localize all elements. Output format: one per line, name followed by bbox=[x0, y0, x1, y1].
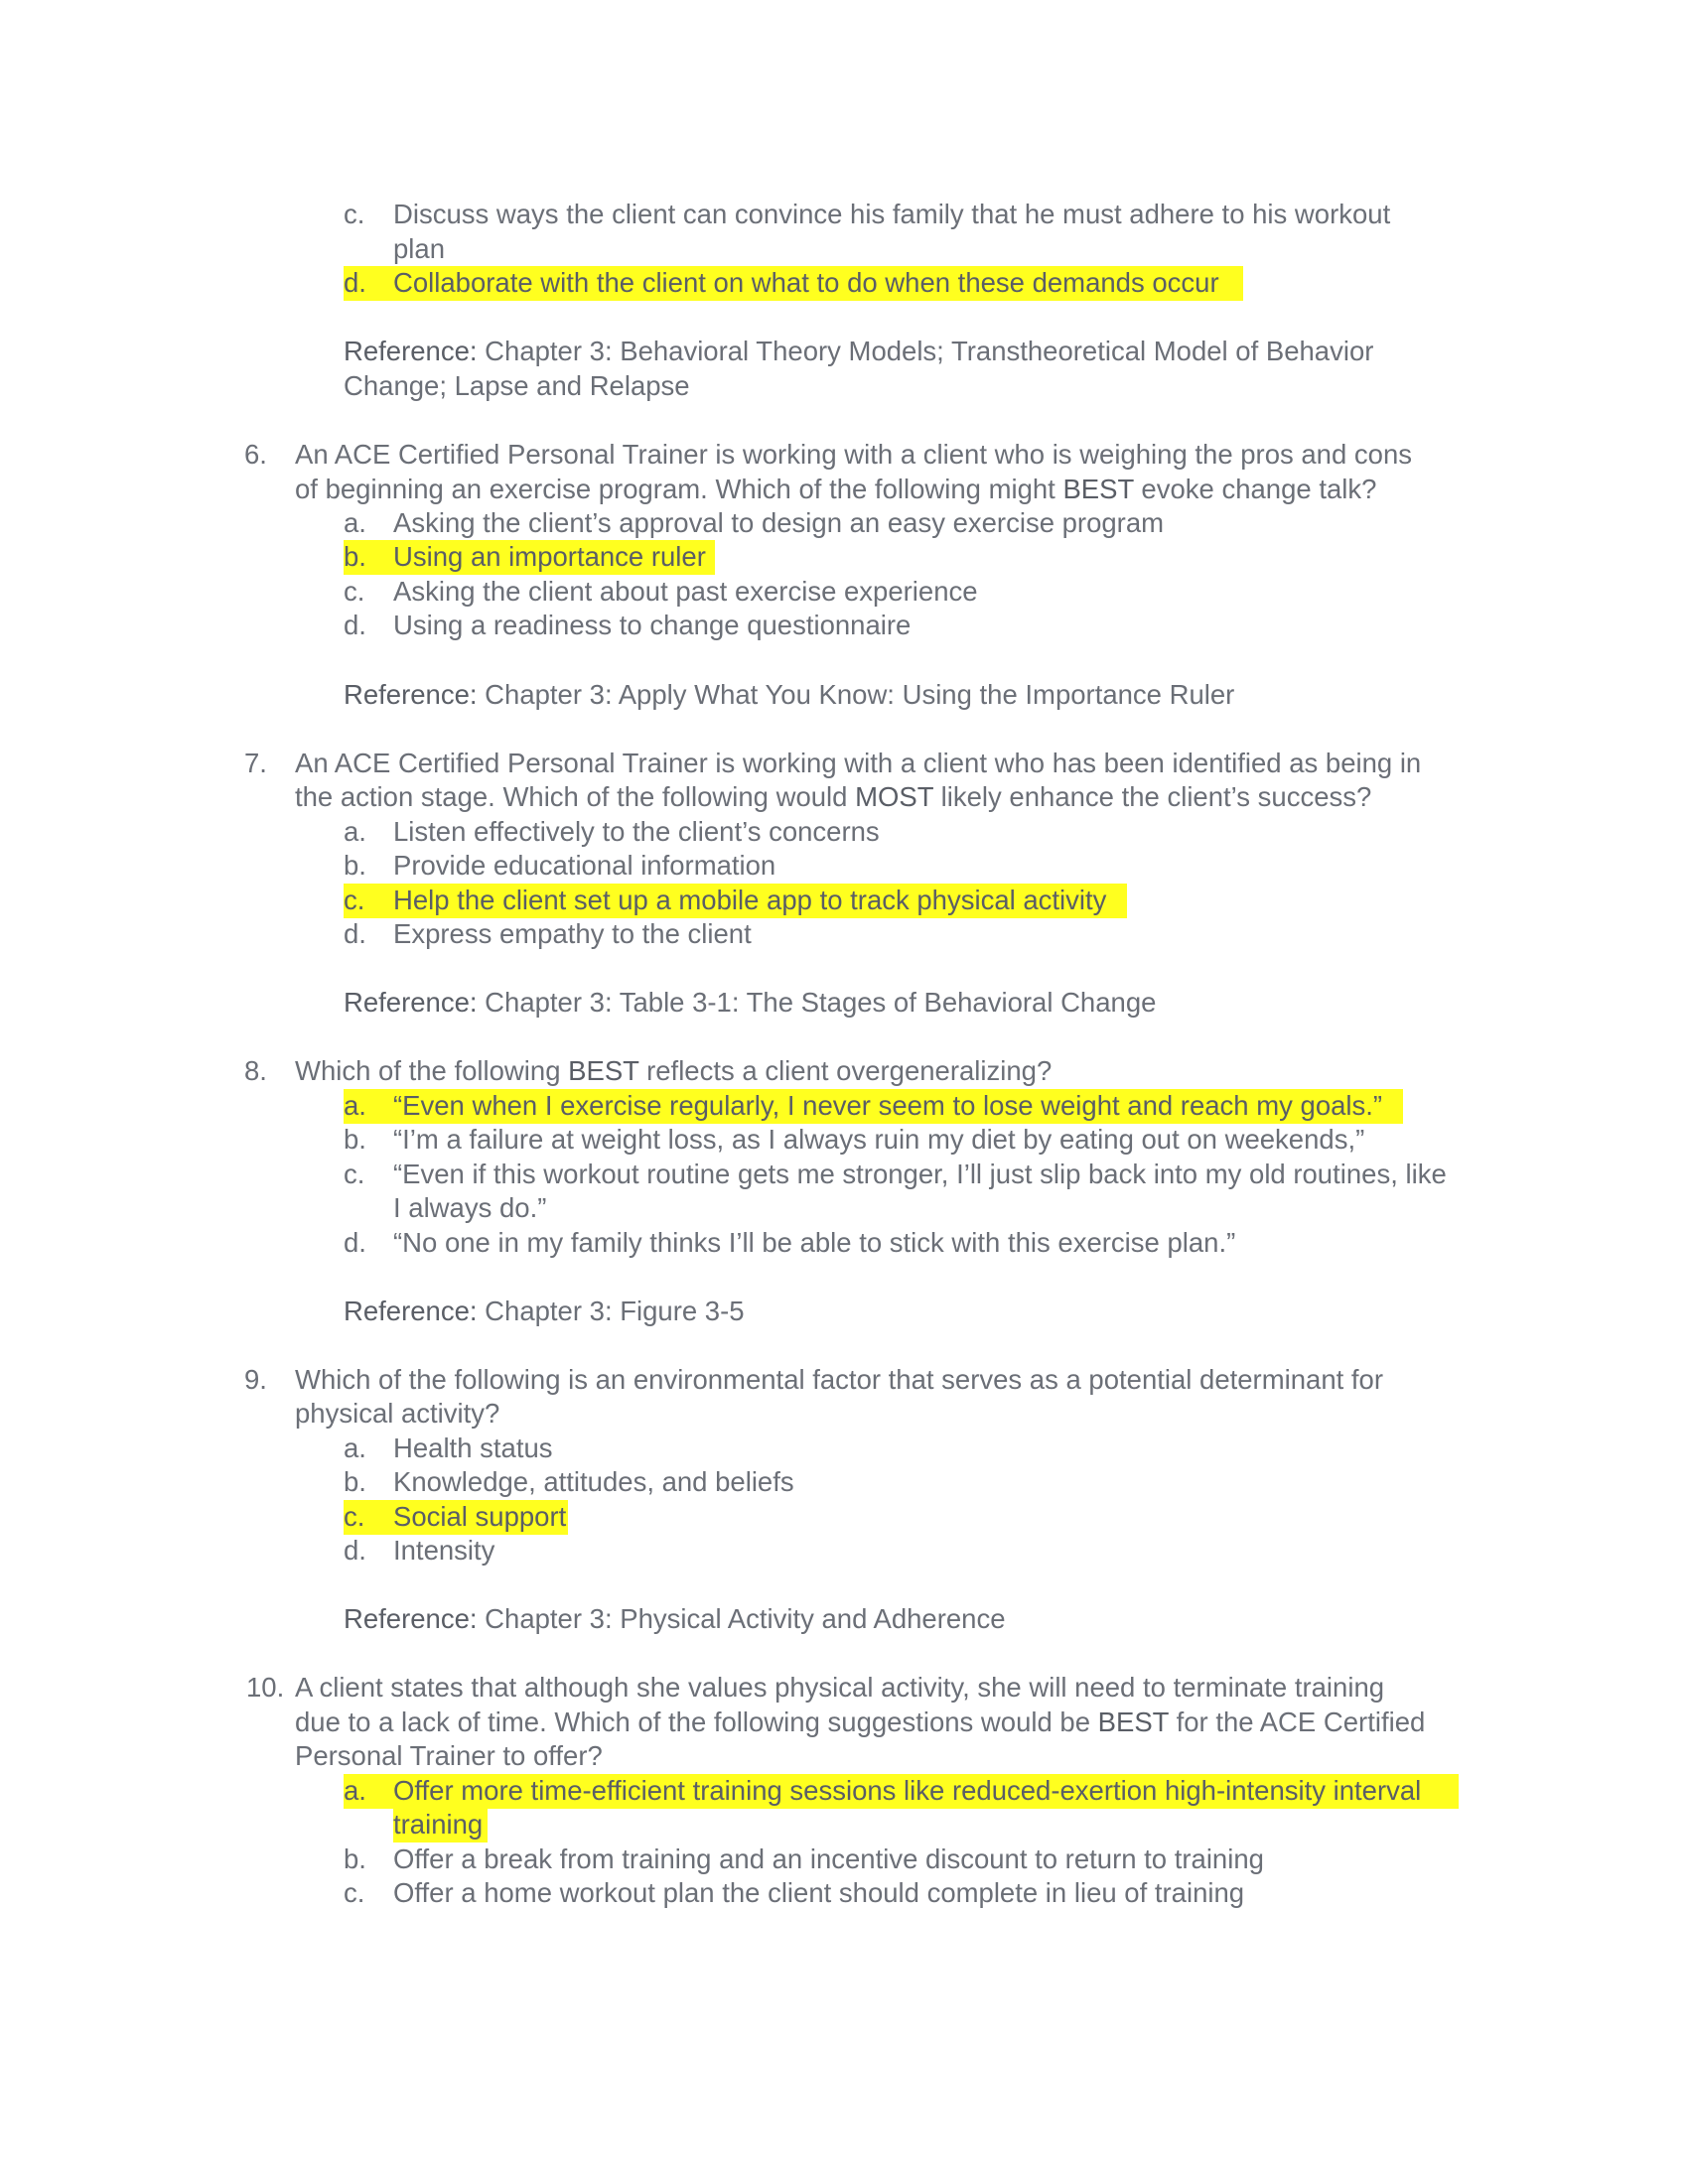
q6-reference bbox=[0, 678, 1688, 713]
option-letter: c. bbox=[344, 576, 365, 607]
option-text: Provide educational information bbox=[393, 850, 776, 881]
option-text: Asking the client’s approval to design an easy exercise program bbox=[393, 507, 1165, 538]
question-stem: Which of the following is an environmental factor that serves as a potential determinant for bbox=[295, 1364, 1383, 1395]
option-text: Offer more time-efficient training sessions like reduced-exertion high-intensity interval bbox=[393, 1775, 1422, 1806]
q10-option-c bbox=[0, 1876, 1688, 1911]
q7-stem-line2 bbox=[0, 780, 1688, 815]
reference-label: Reference: bbox=[344, 987, 478, 1018]
q5-reference-line1 bbox=[0, 335, 1688, 369]
option-text: Express empathy to the client bbox=[393, 918, 752, 949]
option-text: “No one in my family thinks I’ll be able to stick with this exercise plan.” bbox=[393, 1227, 1236, 1258]
q9-option-d bbox=[0, 1534, 1688, 1569]
q8-reference bbox=[0, 1295, 1688, 1329]
stem-part: for the ACE Certified bbox=[1168, 1706, 1426, 1737]
question-number: 6. bbox=[244, 439, 267, 470]
option-letter: a. bbox=[344, 1433, 366, 1463]
option-letter: d. bbox=[344, 1227, 366, 1258]
option-text: “I’m a failure at weight loss, as I always ruin my diet by eating out on weekends,” bbox=[393, 1124, 1365, 1155]
stem-part: the action stage. Which of the following would bbox=[295, 781, 856, 812]
q9-stem-line1 bbox=[0, 1363, 1688, 1398]
q5-option-c-line2 bbox=[0, 232, 1688, 267]
reference-text: Chapter 3: Physical Activity and Adherence bbox=[485, 1603, 1006, 1634]
q6-option-c bbox=[0, 575, 1688, 610]
reference-text: Chapter 3: Apply What You Know: Using the Importance Ruler bbox=[485, 679, 1235, 710]
reference-text: Chapter 3: Table 3-1: The Stages of Behavioral Change bbox=[485, 987, 1157, 1018]
q8-option-c-line1 bbox=[0, 1158, 1688, 1192]
q6-option-d bbox=[0, 609, 1688, 643]
option-text: Health status bbox=[393, 1433, 553, 1463]
option-text: Knowledge, attitudes, and beliefs bbox=[393, 1466, 794, 1497]
q7-option-d bbox=[0, 917, 1688, 952]
option-text: Collaborate with the client on what to do when these demands occur bbox=[393, 267, 1219, 298]
option-text: Using a readiness to change questionnaire bbox=[393, 610, 912, 640]
q9-reference bbox=[0, 1602, 1688, 1637]
option-text: “Even when I exercise regularly, I never seem to lose weight and reach my goals.” bbox=[393, 1090, 1383, 1121]
option-letter: c. bbox=[344, 885, 365, 915]
q9-option-c-correct bbox=[0, 1500, 1688, 1535]
q5-option-d-correct bbox=[0, 266, 1688, 301]
q9-stem-line2 bbox=[0, 1397, 1688, 1432]
q10-stem-line2 bbox=[0, 1706, 1688, 1740]
option-text: training bbox=[393, 1809, 484, 1840]
q7-stem-line1 bbox=[0, 747, 1688, 781]
option-text: “Even if this workout routine gets me stronger, I’ll just slip back into my old routines, like bbox=[393, 1159, 1447, 1189]
option-letter: b. bbox=[344, 1843, 366, 1874]
question-stem: A client states that although she values physical activity, she will need to terminate training bbox=[295, 1672, 1385, 1703]
q6-option-b-correct bbox=[0, 540, 1688, 575]
stem-part: likely enhance the client’s success? bbox=[933, 781, 1372, 812]
question-stem: Personal Trainer to offer? bbox=[295, 1740, 603, 1771]
stem-part: reflects a client overgeneralizing? bbox=[638, 1055, 1053, 1086]
q8-stem bbox=[0, 1054, 1688, 1089]
option-text: Discuss ways the client can convince his family that he must adhere to his workout bbox=[393, 199, 1391, 229]
option-text: Social support bbox=[393, 1501, 567, 1532]
q7-option-c-correct bbox=[0, 884, 1688, 918]
option-text: Using an importance ruler bbox=[393, 541, 706, 572]
option-letter: b. bbox=[344, 541, 366, 572]
question-number: 10. bbox=[246, 1672, 285, 1703]
stem-part: due to a lack of time. Which of the following suggestions would be bbox=[295, 1706, 1098, 1737]
q8-option-c-line2 bbox=[0, 1191, 1688, 1226]
emphasis-word: BEST bbox=[1097, 1706, 1169, 1737]
option-letter: d. bbox=[344, 610, 366, 640]
reference-text: Chapter 3: Figure 3-5 bbox=[485, 1296, 745, 1326]
reference-text: Change; Lapse and Relapse bbox=[344, 370, 690, 401]
question-stem: An ACE Certified Personal Trainer is working with a client who has been identified as being in bbox=[295, 748, 1422, 778]
option-letter: d. bbox=[344, 267, 366, 298]
q9-option-b bbox=[0, 1465, 1688, 1500]
q10-stem-line3 bbox=[0, 1739, 1688, 1774]
q5-option-c-line1 bbox=[0, 198, 1688, 232]
reference-label: Reference: bbox=[344, 336, 478, 366]
question-number: 9. bbox=[244, 1364, 267, 1395]
option-text: Asking the client about past exercise experience bbox=[393, 576, 978, 607]
q7-option-a bbox=[0, 815, 1688, 850]
option-text: Listen effectively to the client’s concerns bbox=[393, 816, 880, 847]
stem-part: of beginning an exercise program. Which of the following might bbox=[295, 474, 1063, 504]
option-letter: c. bbox=[344, 1501, 365, 1532]
emphasis-word: BEST bbox=[568, 1055, 639, 1086]
option-text: plan bbox=[393, 233, 445, 264]
option-letter: a. bbox=[344, 1090, 366, 1121]
q10-option-b bbox=[0, 1843, 1688, 1877]
option-letter: c. bbox=[344, 1877, 365, 1908]
q6-option-a bbox=[0, 506, 1688, 541]
q7-option-b bbox=[0, 849, 1688, 884]
option-text: Offer a break from training and an incentive discount to return to training bbox=[393, 1843, 1264, 1874]
reference-text: Chapter 3: Behavioral Theory Models; Transtheoretical Model of Behavior bbox=[485, 336, 1374, 366]
emphasis-word: MOST bbox=[855, 781, 934, 812]
q10-stem-line1 bbox=[0, 1671, 1688, 1706]
q5-reference-line2 bbox=[0, 369, 1688, 404]
reference-label: Reference: bbox=[344, 1603, 478, 1634]
q8-option-b bbox=[0, 1123, 1688, 1158]
q6-stem-line2 bbox=[0, 473, 1688, 507]
emphasis-word: BEST bbox=[1062, 474, 1134, 504]
option-letter: c. bbox=[344, 199, 365, 229]
option-letter: b. bbox=[344, 1124, 366, 1155]
reference-label: Reference: bbox=[344, 679, 478, 710]
option-letter: a. bbox=[344, 507, 366, 538]
option-letter: b. bbox=[344, 1466, 366, 1497]
option-letter: a. bbox=[344, 1775, 366, 1806]
q8-option-d bbox=[0, 1226, 1688, 1261]
option-letter: d. bbox=[344, 1535, 366, 1566]
option-text: I always do.” bbox=[393, 1192, 547, 1223]
stem-part: Which of the following bbox=[295, 1055, 569, 1086]
question-number: 8. bbox=[244, 1055, 267, 1086]
option-text: Offer a home workout plan the client should complete in lieu of training bbox=[393, 1877, 1245, 1908]
question-stem: An ACE Certified Personal Trainer is working with a client who is weighing the pros and cons bbox=[295, 439, 1413, 470]
question-number: 7. bbox=[244, 748, 267, 778]
stem-part: evoke change talk? bbox=[1133, 474, 1377, 504]
q10-option-a-correct-line2 bbox=[0, 1808, 1688, 1843]
option-letter: b. bbox=[344, 850, 366, 881]
q6-stem-line1 bbox=[0, 438, 1688, 473]
option-letter: d. bbox=[344, 918, 366, 949]
q7-reference bbox=[0, 986, 1688, 1021]
question-stem: physical activity? bbox=[295, 1398, 500, 1429]
q8-option-a-correct bbox=[0, 1089, 1688, 1124]
option-text: Help the client set up a mobile app to track physical activity bbox=[393, 885, 1107, 915]
q10-option-a-correct-line1 bbox=[0, 1774, 1688, 1809]
option-text: Intensity bbox=[393, 1535, 495, 1566]
reference-label: Reference: bbox=[344, 1296, 478, 1326]
q9-option-a bbox=[0, 1432, 1688, 1466]
option-letter: a. bbox=[344, 816, 366, 847]
option-letter: c. bbox=[344, 1159, 365, 1189]
